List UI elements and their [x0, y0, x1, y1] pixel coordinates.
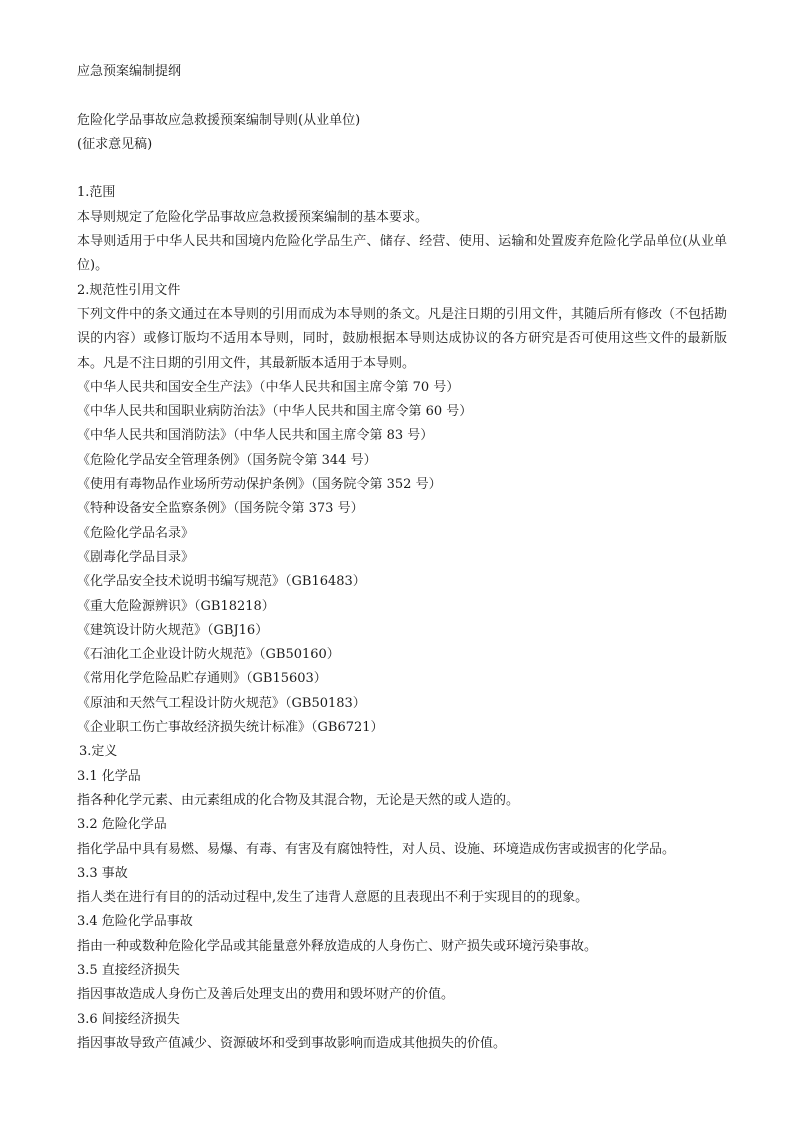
reference-item: 《危险化学品名录》 — [77, 525, 195, 541]
reference-item: 《原油和天然气工程设计防火规范》（GB50183） — [77, 695, 366, 711]
definition-text: 指各种化学元素、由元素组成的化合物及其混合物，无论是天然的或人造的。 — [77, 792, 520, 808]
reference-item: 《剧毒化学品目录》 — [77, 549, 195, 565]
section-heading-scope: 1.范围 — [77, 185, 116, 201]
definition-text: 指由一种或数种危险化学品或其能量意外释放造成的人身伤亡、财产损失或环境污染事故。 — [77, 938, 598, 954]
definition-term: 3.4 危险化学品事故 — [77, 914, 193, 930]
document-page — [77, 60, 727, 1056]
section-heading-definitions: 3.定义 — [79, 744, 118, 760]
reference-list — [77, 376, 727, 740]
reference-item: 《特种设备安全监察条例》（国务院令第 373 号） — [77, 501, 364, 517]
references-intro-paragraph: 下列文件中的条文通过在本导则的引用而成为本导则的条文。凡是注日期的引用文件，其随后所有修改（不包括勘误的内容）或修订版均不适用本导则，同时，鼓励根据本导则达成协议的各方研究是否可使用这些文件的最新版本。凡是不注日期的引用文件，其最新版本适用于本导则。 — [77, 306, 728, 371]
blank-line — [77, 84, 727, 108]
reference-item: 《石油化工企业设计防火规范》（GB50160） — [77, 647, 340, 663]
scope-paragraph-2: 本导则适用于中华人民共和国境内危险化学品生产、储存、经营、使用、运输和处置废弃危险化学品单位(从业单位)。 — [77, 234, 727, 274]
document-header: 应急预案编制提纲 — [77, 64, 182, 79]
reference-item: 《重大危险源辨识》（GB18218） — [77, 598, 275, 614]
document-title: 危险化学品事故应急救援预案编制导则(从业单位) — [77, 112, 361, 128]
definition-term: 3.2 危险化学品 — [77, 817, 167, 833]
reference-item: 《危险化学品安全管理条例》（国务院令第 344 号） — [77, 452, 377, 468]
definition-term: 3.5 直接经济损失 — [77, 962, 180, 978]
reference-item: 《建筑设计防火规范》（GBJ16） — [77, 622, 269, 638]
reference-item: 《常用化学危险品贮存通则》（GB15603） — [77, 671, 327, 687]
reference-item: 《化学品安全技术说明书编写规范》（GB16483） — [77, 574, 366, 590]
reference-item: 《使用有毒物品作业场所劳动保护条例》（国务院令第 352 号） — [77, 477, 442, 493]
definition-list — [77, 765, 727, 1057]
reference-item: 《中华人民共和国职业病防治法》（中华人民共和国主席令第 60 号） — [77, 404, 473, 420]
section-heading-references: 2.规范性引用文件 — [77, 282, 181, 298]
definition-text: 指因事故造成人身伤亡及善后处理支出的费用和毁坏财产的价值。 — [77, 987, 455, 1003]
reference-item: 《企业职工伤亡事故经济损失统计标准》（GB6721） — [77, 720, 384, 736]
blank-line — [77, 157, 727, 181]
definition-term: 3.6 间接经济损失 — [77, 1011, 180, 1027]
reference-item: 《中华人民共和国安全生产法》（中华人民共和国主席令第 70 号） — [77, 379, 460, 395]
definition-text: 指因事故导致产值减少、资源破坏和受到事故影响而造成其他损失的价值。 — [77, 1035, 507, 1051]
definition-term: 3.3 事故 — [77, 865, 128, 881]
reference-item: 《中华人民共和国消防法》（中华人民共和国主席令第 83 号） — [77, 428, 434, 444]
document-subtitle: (征求意见稿) — [77, 136, 153, 152]
scope-paragraph-1: 本导则规定了危险化学品事故应急救援预案编制的基本要求。 — [77, 209, 429, 225]
definition-term: 3.1 化学品 — [77, 768, 141, 784]
definition-text: 指化学品中具有易燃、易爆、有毒、有害及有腐蚀特性，对人员、设施、环境造成伤害或损害的化学品。 — [77, 841, 676, 857]
definition-text: 指人类在进行有目的的活动过程中,发生了违背人意愿的且表现出不利于实现目的的现象。 — [77, 890, 589, 906]
